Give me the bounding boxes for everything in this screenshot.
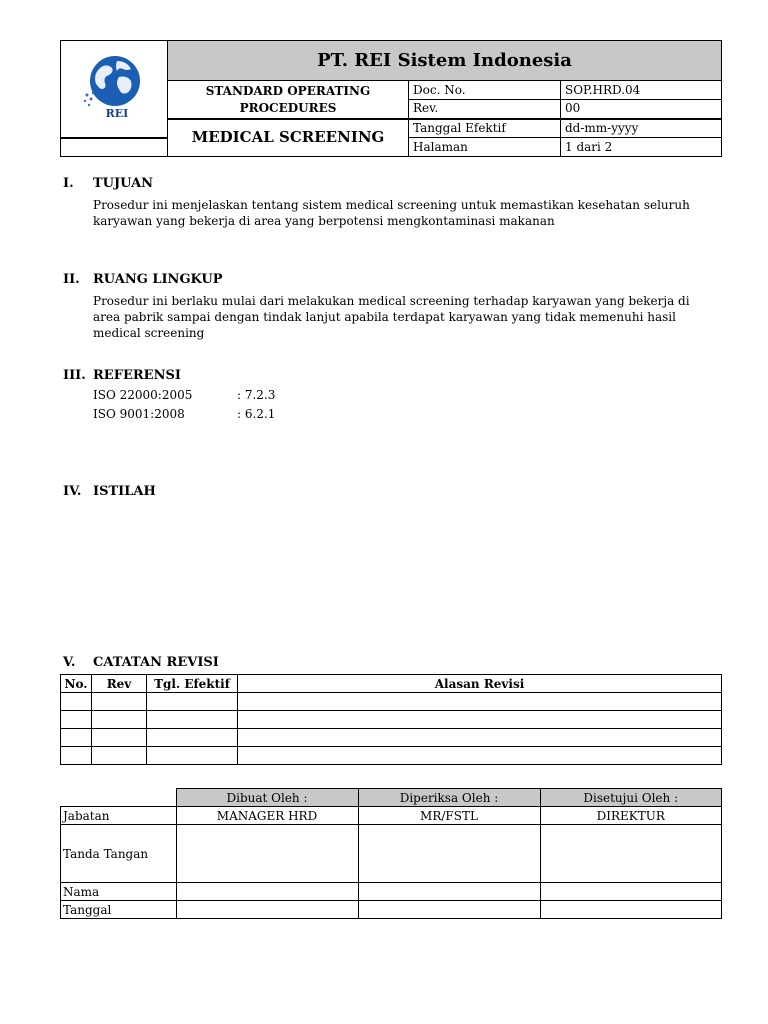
section-title-referensi: REFERENSI bbox=[93, 368, 181, 383]
company-name: PT. REI Sistem Indonesia bbox=[168, 41, 722, 81]
reference-standard: ISO 9001:2008 bbox=[93, 407, 185, 421]
row-label: Tanda Tangan bbox=[61, 825, 177, 883]
table-row bbox=[61, 693, 722, 711]
table-row bbox=[61, 901, 722, 919]
table-row bbox=[61, 807, 722, 825]
row-label: Nama bbox=[61, 883, 177, 901]
sop-label bbox=[168, 81, 409, 119]
approval-header: Dibuat Oleh : bbox=[176, 789, 358, 807]
globe-logo-icon bbox=[79, 51, 149, 121]
sop-line-2: PROCEDURES bbox=[239, 100, 337, 115]
meta-value: 00 bbox=[561, 100, 722, 119]
meta-value: 1 dari 2 bbox=[561, 138, 722, 157]
section-text-ruang-lingkup: Prosedur ini berlaku mulai dari melakukan medical screening terhadap karyawan yang bekerja di area pabrik sampai dengan tindak lanjut apabila terdapat karyawan yang tidak memenuhi hasil medical screening bbox=[93, 294, 690, 340]
section-text-tujuan: Prosedur ini menjelaskan tentang sistem medical screening untuk memastikan kesehatan seluruh karyawan yang bekerja di area yang berpotensi mengkontaminasi makanan bbox=[93, 198, 690, 228]
section-title-catatan-revisi: CATATAN REVISI bbox=[93, 655, 219, 670]
section-number: IV. bbox=[63, 484, 82, 499]
reference-clause: : 7.2.3 bbox=[237, 388, 276, 402]
approval-value: DIREKTUR bbox=[540, 807, 722, 825]
section-title-istilah: ISTILAH bbox=[93, 484, 156, 499]
signature-field[interactable] bbox=[540, 825, 722, 883]
meta-value: dd-mm-yyyy bbox=[561, 119, 722, 138]
approval-header: Disetujui Oleh : bbox=[540, 789, 722, 807]
table-row bbox=[61, 883, 722, 901]
section-number: III. bbox=[63, 368, 86, 383]
table-row bbox=[61, 747, 722, 765]
table-row bbox=[61, 825, 722, 883]
row-label: Tanggal bbox=[61, 901, 177, 919]
logo-cell-bottom bbox=[61, 138, 168, 157]
section-number: I. bbox=[63, 176, 74, 191]
sop-line-1: STANDARD OPERATING bbox=[205, 83, 371, 98]
table-row bbox=[61, 729, 722, 747]
column-header: Rev bbox=[92, 675, 147, 693]
signature-field[interactable] bbox=[358, 825, 540, 883]
meta-label: Tanggal Efektif bbox=[409, 119, 561, 138]
reference-clause: : 6.2.1 bbox=[237, 407, 276, 421]
document-title: MEDICAL SCREENING bbox=[168, 119, 409, 157]
logo-cell bbox=[61, 41, 168, 138]
meta-value: SOP.HRD.04 bbox=[561, 81, 722, 100]
section-title-tujuan: TUJUAN bbox=[93, 176, 154, 191]
section-number: II. bbox=[63, 272, 80, 287]
column-header: Alasan Revisi bbox=[238, 675, 722, 693]
approval-value: MANAGER HRD bbox=[176, 807, 358, 825]
table-row bbox=[61, 711, 722, 729]
signature-field[interactable] bbox=[176, 825, 358, 883]
meta-label: Halaman bbox=[409, 138, 561, 157]
reference-standard: ISO 22000:2005 bbox=[93, 388, 193, 402]
row-label: Jabatan bbox=[61, 807, 177, 825]
approval-table bbox=[60, 788, 722, 919]
meta-label: Doc. No. bbox=[409, 81, 561, 100]
section-number: V. bbox=[63, 655, 76, 670]
document-header bbox=[60, 40, 722, 157]
column-header: Tgl. Efektif bbox=[147, 675, 238, 693]
meta-label: Rev. bbox=[409, 100, 561, 119]
revision-table bbox=[60, 674, 722, 765]
column-header: No. bbox=[61, 675, 92, 693]
approval-value: MR/FSTL bbox=[358, 807, 540, 825]
approval-header: Diperiksa Oleh : bbox=[358, 789, 540, 807]
section-title-ruang-lingkup: RUANG LINGKUP bbox=[93, 272, 223, 287]
logo-text: REI bbox=[105, 107, 129, 121]
